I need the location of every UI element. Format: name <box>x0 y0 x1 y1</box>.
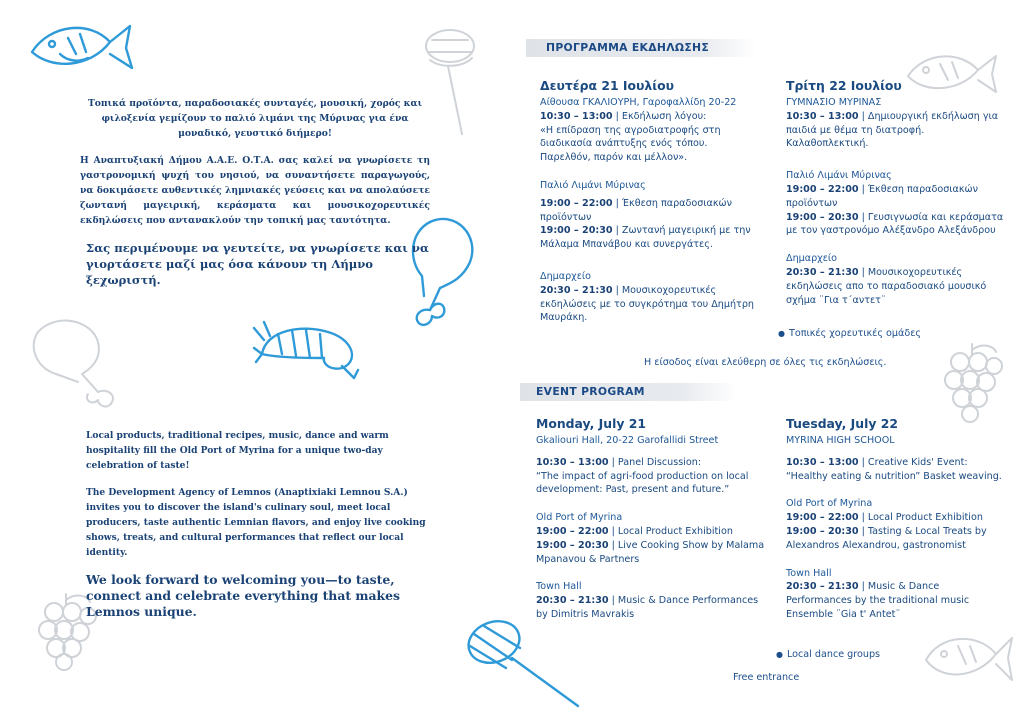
event-block <box>786 456 1004 484</box>
program-greek-day-2 <box>786 78 1004 321</box>
event-time: 19:00 – 20:30 <box>786 211 859 223</box>
venue: Town Hall <box>536 581 582 593</box>
intro-english-paragraph-2: The Development Agency of Lemnos (Anaptixiaki Lemnou S.A.) invites you to discover the island's culinary soul, meet local producers, taste authentic Lemnian flavors, and enjoy live cooking shows, treats, and cultural performances that reflect our local identity. <box>86 487 426 558</box>
program-english-heading <box>520 383 736 401</box>
fish-icon <box>24 18 136 80</box>
event-time: 20:30 – 21:30 <box>540 284 613 296</box>
english-free-entry-note: Free entrance <box>733 672 800 683</box>
event-text: | Μουσικοχορευτικές εκδηλώσεις με το συγκρότημα του Δημήτρη Μαυράκη. <box>540 284 755 324</box>
venue: Αίθουσα ΓΚΑΛΙΟΥΡΗ, Γαροφαλλίδη 20-22 <box>540 97 737 108</box>
event-time: 10:30 – 13:00 <box>786 110 859 122</box>
event-text: | Creative Kids' Event: “Healthy eating & nutrition” Basket weaving. <box>786 456 1002 482</box>
intro-english <box>86 428 441 632</box>
program-greek-heading-text: ΠΡΟΓΡΑΜΜΑ ΕΚΔΗΛΩΣΗΣ <box>546 41 710 54</box>
event-time: 19:00 – 22:00 <box>540 197 613 209</box>
event-time: 20:30 – 21:30 <box>786 266 859 278</box>
event-text: | Δημιουργική εκδήλωση για παιδιά με θέμα τη διατροφή. Καλαθοπλεκτική. <box>786 110 999 150</box>
event-line <box>540 197 758 225</box>
event-line <box>540 224 758 252</box>
event-time: 19:00 – 22:00 <box>536 525 609 537</box>
venue: MYRINA HIGH SCHOOL <box>786 435 895 446</box>
bullet-text: Local dance groups <box>786 649 881 660</box>
event-block <box>536 456 772 497</box>
venue: Δημαρχείο <box>786 253 838 265</box>
event-text: | Local Product Exhibition <box>858 512 983 524</box>
program-english-heading-text: EVENT PROGRAM <box>536 385 645 398</box>
event-block <box>786 96 1004 151</box>
event-description: “The impact of agri-food production on local development: Past, present and future.” <box>536 470 749 496</box>
intro-greek-paragraph-2: Η Αναπτυξιακή Δήμου Α.Α.Ε. Ο.Τ.Α. σας καλεί να γνωρίσετε τη γαστρονομική ψυχή του νησιού, να συναντήσετε παραγωγούς, να δοκιμάσετε αυθεντικές λημνιακές γεύσεις και να απολαύσετε ζωντανή μαγειρική, κεράσματα και μουσικοχορευτικές εκδηλώσεις που αντανακλούν την τοπική μας ταυτότητα. <box>80 155 430 226</box>
venue: Town Hall <box>786 567 832 579</box>
day-title: Tuesday, July 22 <box>786 416 898 431</box>
bullet-text: Τοπικές χορευτικές ομάδες <box>788 328 922 339</box>
event-line <box>786 511 1004 525</box>
event-text: | Tasting & Local Treats by Alexandros Alexandrou, gastronomist <box>786 525 987 551</box>
venue: Old Port of Myrina <box>536 512 623 524</box>
intro-english-closing: We look forward to welcoming you—to taste, connect and celebrate everything that makes Lemnos unique. <box>86 572 400 619</box>
intro-greek-paragraph-1: Τοπικά προϊόντα, παραδοσιακές συνταγές, μουσική, χορός και φιλοξενία γεμίζουν το παλιό λιμάνι της Μύρινας για ένα μοναδικό, γευστικό διήμερο! <box>87 98 423 139</box>
event-block <box>536 434 772 448</box>
intro-greek-closing: Σας περιμένουμε να γευτείτε, να γνωρίσετε και να γιορτάσετε μαζί μας όσα κάνουν τη Λήμνο ξεχωριστή. <box>86 241 429 287</box>
event-time: 19:00 – 20:30 <box>536 539 609 551</box>
event-line <box>536 594 772 622</box>
event-line <box>786 266 1004 307</box>
event-time: 19:00 – 20:30 <box>540 225 613 237</box>
intro-english-paragraph-1: Local products, traditional recipes, music, dance and warm hospitality fill the Old Port of Myrina for a unique two-day celebration of taste! <box>86 430 389 471</box>
shrimp-icon <box>252 318 362 386</box>
event-line <box>540 110 758 124</box>
event-block <box>536 511 772 566</box>
event-line <box>540 284 758 325</box>
event-block <box>786 434 1004 448</box>
event-time: 19:00 – 20:30 <box>786 525 859 537</box>
event-block <box>540 96 758 165</box>
chicken-leg-icon <box>26 312 122 412</box>
event-text: | Panel Discussion: <box>608 456 702 468</box>
event-text: | Έκθεση παραδοσιακών προϊόντων <box>786 183 978 209</box>
event-line <box>786 525 1004 553</box>
event-line <box>786 110 1004 151</box>
event-time: 10:30 – 13:00 <box>786 456 859 468</box>
event-text: | Music & Dance Performances by the traditional music Ensemble ¨Gia t' Antet¨ <box>786 581 970 620</box>
venue: Παλιό Λιμάνι Μύρινας <box>786 170 892 182</box>
event-time: 10:30 – 13:00 <box>540 110 613 122</box>
event-line <box>786 580 1004 621</box>
greek-bullet-dance-groups <box>778 328 921 339</box>
venue: ΓΥΜΝΑΣΙΟ ΜΥΡΙΝΑΣ <box>786 97 882 108</box>
venue: Δημαρχείο <box>540 270 592 282</box>
program-greek-heading <box>526 39 756 57</box>
greek-free-entry-note: Η είσοδος είναι ελεύθερη σε όλες τις εκδηλώσεις. <box>644 357 887 368</box>
event-text: | Εκδήλωση λόγου: <box>612 110 707 122</box>
event-text: | Live Cooking Show by Malama Mpanavou & Partners <box>536 539 765 565</box>
intro-greek <box>80 96 430 300</box>
event-time: 20:30 – 21:30 <box>536 595 609 607</box>
event-block <box>540 179 758 252</box>
event-line <box>786 183 1004 211</box>
event-block <box>786 567 1004 622</box>
program-english-day-1 <box>536 416 772 636</box>
event-block <box>536 580 772 621</box>
english-bullet-dance-groups <box>776 649 880 660</box>
venue: Old Port of Myrina <box>786 498 873 510</box>
grapes-icon <box>938 340 1008 424</box>
event-description: «Η επίδραση της αγροδιατροφής στη διαδικασία ανάπτυξης ενός τόπου. Παρελθόν, παρόν και μέλλον». <box>540 124 721 164</box>
event-block <box>786 252 1004 307</box>
event-time: 19:00 – 22:00 <box>786 183 859 195</box>
program-greek-day-1 <box>540 78 758 339</box>
event-time: 10:30 – 13:00 <box>536 456 609 468</box>
event-line <box>536 525 772 539</box>
event-text: | Local Product Exhibition <box>608 525 733 537</box>
event-line <box>786 456 1004 484</box>
venue: Gkaliouri Hall, 20-22 Garofallidi Street <box>536 435 719 446</box>
event-text: | Ζωντανή μαγειρική με την Μάλαμα Μπανάβου και συνεργάτες. <box>540 225 751 251</box>
event-block <box>540 270 758 325</box>
event-time: 19:00 – 22:00 <box>786 512 859 524</box>
event-line <box>536 539 772 567</box>
event-text: | Γευσιγνωσία και κεράσματα με τον γαστρονόμο Αλέξανδρο Αλεξάνδρου <box>786 211 1004 237</box>
event-text: | Music & Dance Performances by Dimitris Mavrakis <box>536 595 759 620</box>
event-text: | Έκθεση παραδοσιακών προϊόντων <box>540 197 732 223</box>
event-time: 20:30 – 21:30 <box>786 581 859 593</box>
event-block <box>786 497 1004 552</box>
day-title: Monday, July 21 <box>536 416 646 431</box>
event-text: | Μουσικοχορευτικές εκδηλώσεις απο το παραδοσιακό μουσικό σχήμα ¨Για τ΄αντετ¨ <box>786 266 987 306</box>
event-block <box>786 169 1004 238</box>
day-title: Δευτέρα 21 Ιουλίου <box>540 78 674 93</box>
event-line <box>786 211 1004 239</box>
program-english-day-2 <box>786 416 1004 636</box>
day-title: Τρίτη 22 Ιουλίου <box>786 78 902 93</box>
venue: Παλιό Λιμάνι Μύρινας <box>540 179 646 191</box>
event-line <box>536 456 772 470</box>
